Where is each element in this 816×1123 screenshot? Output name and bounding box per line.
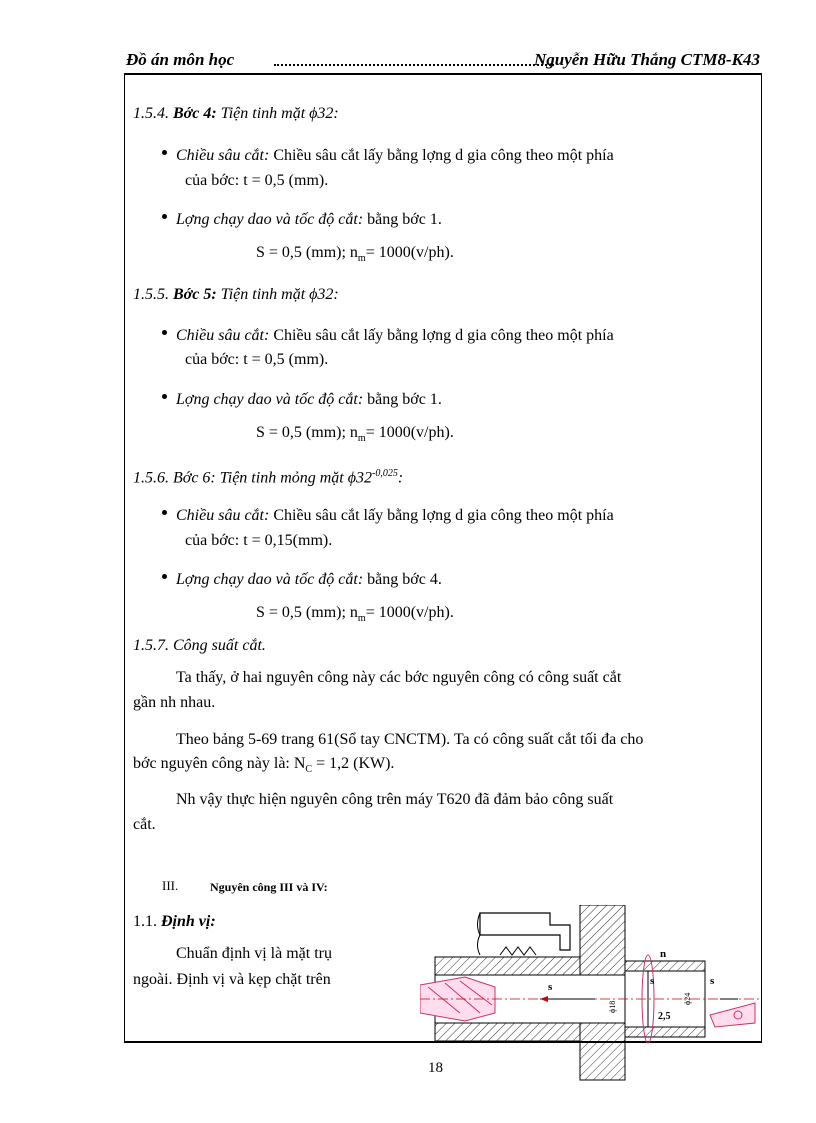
machining-diagram — [420, 905, 760, 1085]
heading-1-5-4 — [133, 104, 339, 124]
paragraph-line: gần nh nhau. — [133, 694, 216, 711]
label-n: n — [660, 948, 667, 960]
heading-number: 1.5.4. — [133, 105, 169, 122]
heading-1-5-7: 1.5.7. Công suất cắt. — [133, 637, 266, 654]
page-header — [124, 50, 764, 72]
label-s-2: s — [650, 975, 655, 987]
bullet-icon — [162, 574, 167, 579]
paragraph-line: Ta thấy, ở hai nguyên công này các bớc nguyên công có công suất cắt — [176, 669, 622, 686]
paragraph-line: ngoài. Định vị và kẹp chặt trên — [133, 971, 331, 988]
heading-step: Bớc 4: — [173, 105, 217, 122]
header-dotted-line — [274, 64, 554, 66]
bullet-feed-154 — [176, 210, 442, 230]
bullet-icon — [162, 330, 167, 335]
header-left: Đồ án môn học — [126, 50, 235, 69]
bullet-continuation: của bớc: t = 0,5 (mm). — [185, 172, 329, 189]
subheading-1-1: 1.1. Định vị: — [133, 913, 216, 930]
paragraph-line: cắt. — [133, 816, 156, 833]
bullet-feed-156: Lợng chạy dao và tốc độ cắt: bằng bớc 4. — [176, 571, 442, 588]
bullet-continuation: của bớc: t = 0,15(mm). — [185, 532, 333, 549]
bullet-label: Chiều sâu cắt: — [176, 147, 270, 164]
label-d1: ϕ18 — [608, 1000, 617, 1013]
bullet-text: Chiều sâu cắt lấy bằng lợng d gia công theo một phía — [269, 147, 614, 164]
section-title: Nguyên công III và IV: — [210, 880, 328, 894]
bullet-icon — [162, 150, 167, 155]
body-wall-top — [435, 957, 580, 975]
formula-155: S = 0,5 (mm); $n_m= 1000(v/ph)$. — [256, 424, 454, 445]
section-roman: III. — [162, 878, 179, 893]
bullet-depth-154 — [176, 146, 614, 166]
heading-number: 1.5.5. — [133, 286, 169, 303]
label-d2: ϕ24 — [683, 992, 692, 1005]
heading-phi: ϕ32: — [309, 105, 339, 122]
label-s-feed: s — [548, 981, 553, 993]
heading-1-5-5 — [133, 285, 339, 305]
paragraph-line: Theo bảng 5-69 trang 61(Sổ tay CNCTM). Ta có công suất cắt tối đa cho — [176, 731, 644, 748]
paragraph-line: Chuẩn định vị là mặt trụ — [176, 945, 332, 962]
heading-text: Tiện tinh mặt — [220, 286, 310, 303]
label-dim: 2,5 — [658, 1011, 671, 1022]
bullet-feed-155: Lợng chạy dao và tốc độ cắt: bằng bớc 1. — [176, 391, 442, 408]
tube-wall-bottom — [625, 1027, 705, 1037]
heading-text: Tiện tinh mặt — [220, 105, 310, 122]
bullet-text: bằng bớc 1. — [363, 211, 442, 228]
chuck-jaw — [480, 913, 570, 950]
label-s-3: s — [710, 975, 715, 987]
heading-phi: ϕ32: — [309, 286, 339, 303]
bullet-label: Lợng chạy dao và tốc độ cắt: — [176, 211, 364, 228]
bullet-depth-156: Chiều sâu cắt: Chiều sâu cắt lấy bằng lợng d gia công theo một phía — [176, 507, 614, 524]
bullet-icon — [162, 214, 167, 219]
boring-tool-icon — [710, 1003, 755, 1027]
formula-156: S = 0,5 (mm); $n_m= 1000(v/ph)$. — [256, 604, 454, 625]
paragraph-line: Nh vậy thực hiện nguyên công trên máy T620 đã đảm bảo công suất — [176, 791, 614, 808]
tube-wall-top — [625, 961, 705, 971]
jaw-teeth — [500, 947, 536, 955]
page-number: 18 — [428, 1060, 443, 1076]
bullet-icon — [162, 510, 167, 515]
formula-154: S = 0,5 (mm); $n_m= 1000(v/ph)$. — [256, 244, 454, 265]
bullet-continuation: của bớc: t = 0,5 (mm). — [185, 351, 329, 368]
bullet-icon — [162, 394, 167, 399]
header-right: Nguyễn Hữu Thắng CTM8-K43 — [533, 50, 760, 69]
heading-step: Bớc 5: — [173, 286, 217, 303]
heading-1-5-6: 1.5.6. Bớc 6: Tiện tinh mỏng mặt $\phi 32^{-0,025}$: — [133, 468, 404, 487]
body-wall-bottom — [435, 1023, 580, 1041]
paragraph-line: bớc nguyên công này là: $N_C = 1,2$ (KW). — [133, 755, 395, 776]
bullet-depth-155: Chiều sâu cắt: Chiều sâu cắt lấy bằng lợng d gia công theo một phía — [176, 327, 614, 344]
